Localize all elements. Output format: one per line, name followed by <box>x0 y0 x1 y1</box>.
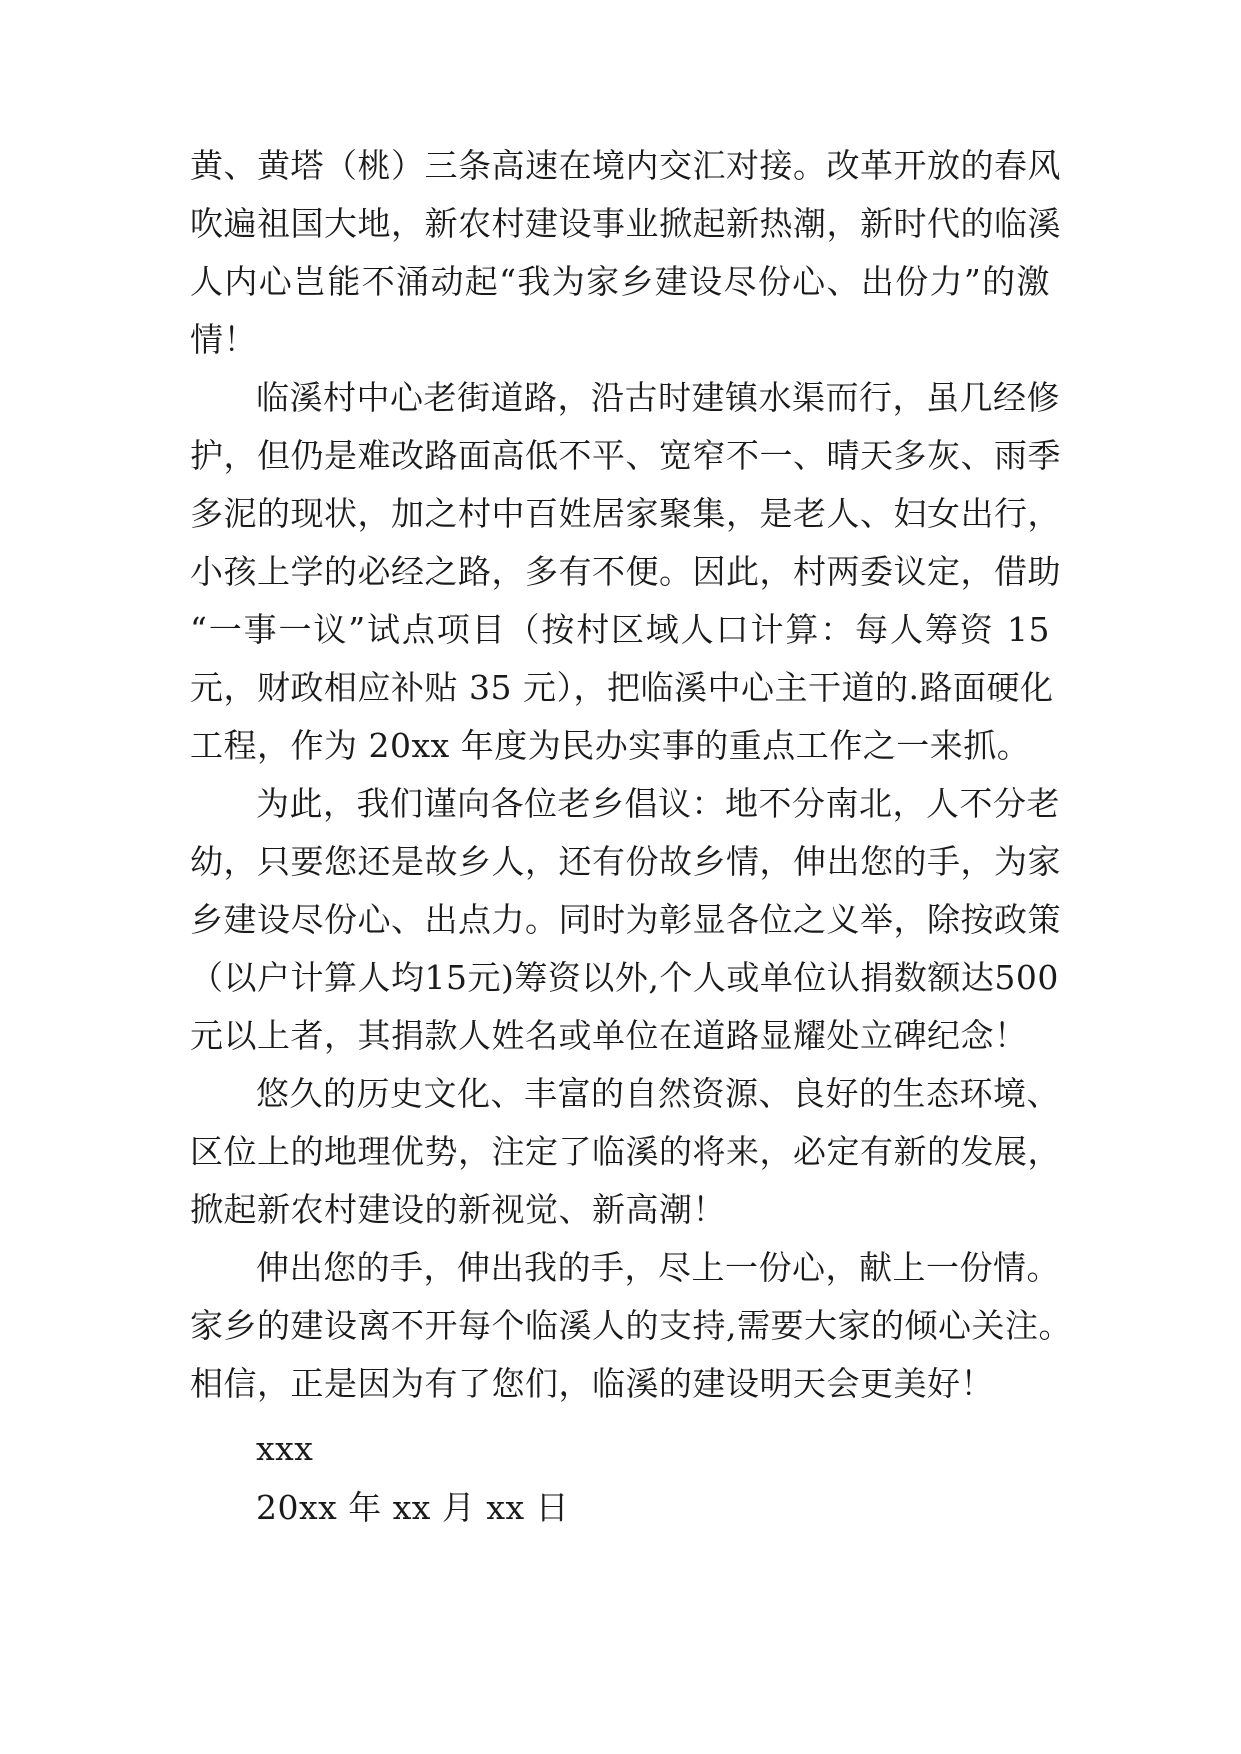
text-line: 人内心岂能不涌动起“我为家乡建设尽份心、出份力”的激 <box>190 262 1050 301</box>
text-line: 相信，正是因为有了您们，临溪的建设明天会更美好！ <box>190 1364 994 1403</box>
text-line: 情！ <box>190 320 257 359</box>
text-line: 元以上者，其捐款人姓名或单位在道路显耀处立碑纪念！ <box>190 1016 1028 1055</box>
text-line: 多泥的现状，加之村中百姓居家聚集，是老人、妇女出行， <box>190 494 1061 533</box>
text-line: 护，但仍是难改路面高低不平、宽窄不一、晴天多灰、雨季 <box>190 436 1061 475</box>
text-line: （以户计算人均15元)筹资以外,个人或单位认捐数额达500 <box>190 958 1059 997</box>
signature-name: xxx <box>256 1429 314 1468</box>
paragraph-first-line: 为此，我们谨向各位老乡倡议：地不分南北，人不分老 <box>256 784 1060 823</box>
text-line: 区位上的地理优势，注定了临溪的将来，必定有新的发展， <box>190 1132 1061 1171</box>
text-line: 小孩上学的必经之路，多有不便。因此，村两委议定，借助 <box>190 552 1061 591</box>
paragraph-first-line: 伸出您的手，伸出我的手，尽上一份心，献上一份情。 <box>256 1248 1060 1287</box>
text-line: “一事一议”试点项目（按村区域人口计算：每人筹资 15 <box>190 610 1050 649</box>
text-line: 掀起新农村建设的新视觉、新高潮！ <box>190 1190 726 1229</box>
signature-date: 20xx 年 xx 月 xx 日 <box>256 1488 570 1527</box>
text-line: 元，财政相应补贴 35 元），把临溪中心主干道的.路面硬化 <box>190 668 1054 707</box>
text-line: 幼，只要您还是故乡人，还有份故乡情，伸出您的手，为家 <box>190 842 1061 881</box>
paragraph-first-line: 悠久的历史文化、丰富的自然资源、良好的生态环境、 <box>256 1074 1060 1113</box>
text-line: 乡建设尽份心、出点力。同时为彰显各位之义举，除按政策 <box>190 900 1061 939</box>
text-line: 工程，作为 20xx 年度为民办实事的重点工作之一来抓。 <box>190 726 1031 765</box>
paragraph-first-line: 临溪村中心老街道路，沿古时建镇水渠而行，虽几经修 <box>256 378 1060 417</box>
text-line: 家乡的建设离不开每个临溪人的支持,需要大家的倾心关注。 <box>190 1306 1072 1345</box>
text-line: 黄、黄塔（桃）三条高速在境内交汇对接。改革开放的春风 <box>190 146 1061 185</box>
text-line: 吹遍祖国大地，新农村建设事业掀起新热潮，新时代的临溪 <box>190 204 1061 243</box>
